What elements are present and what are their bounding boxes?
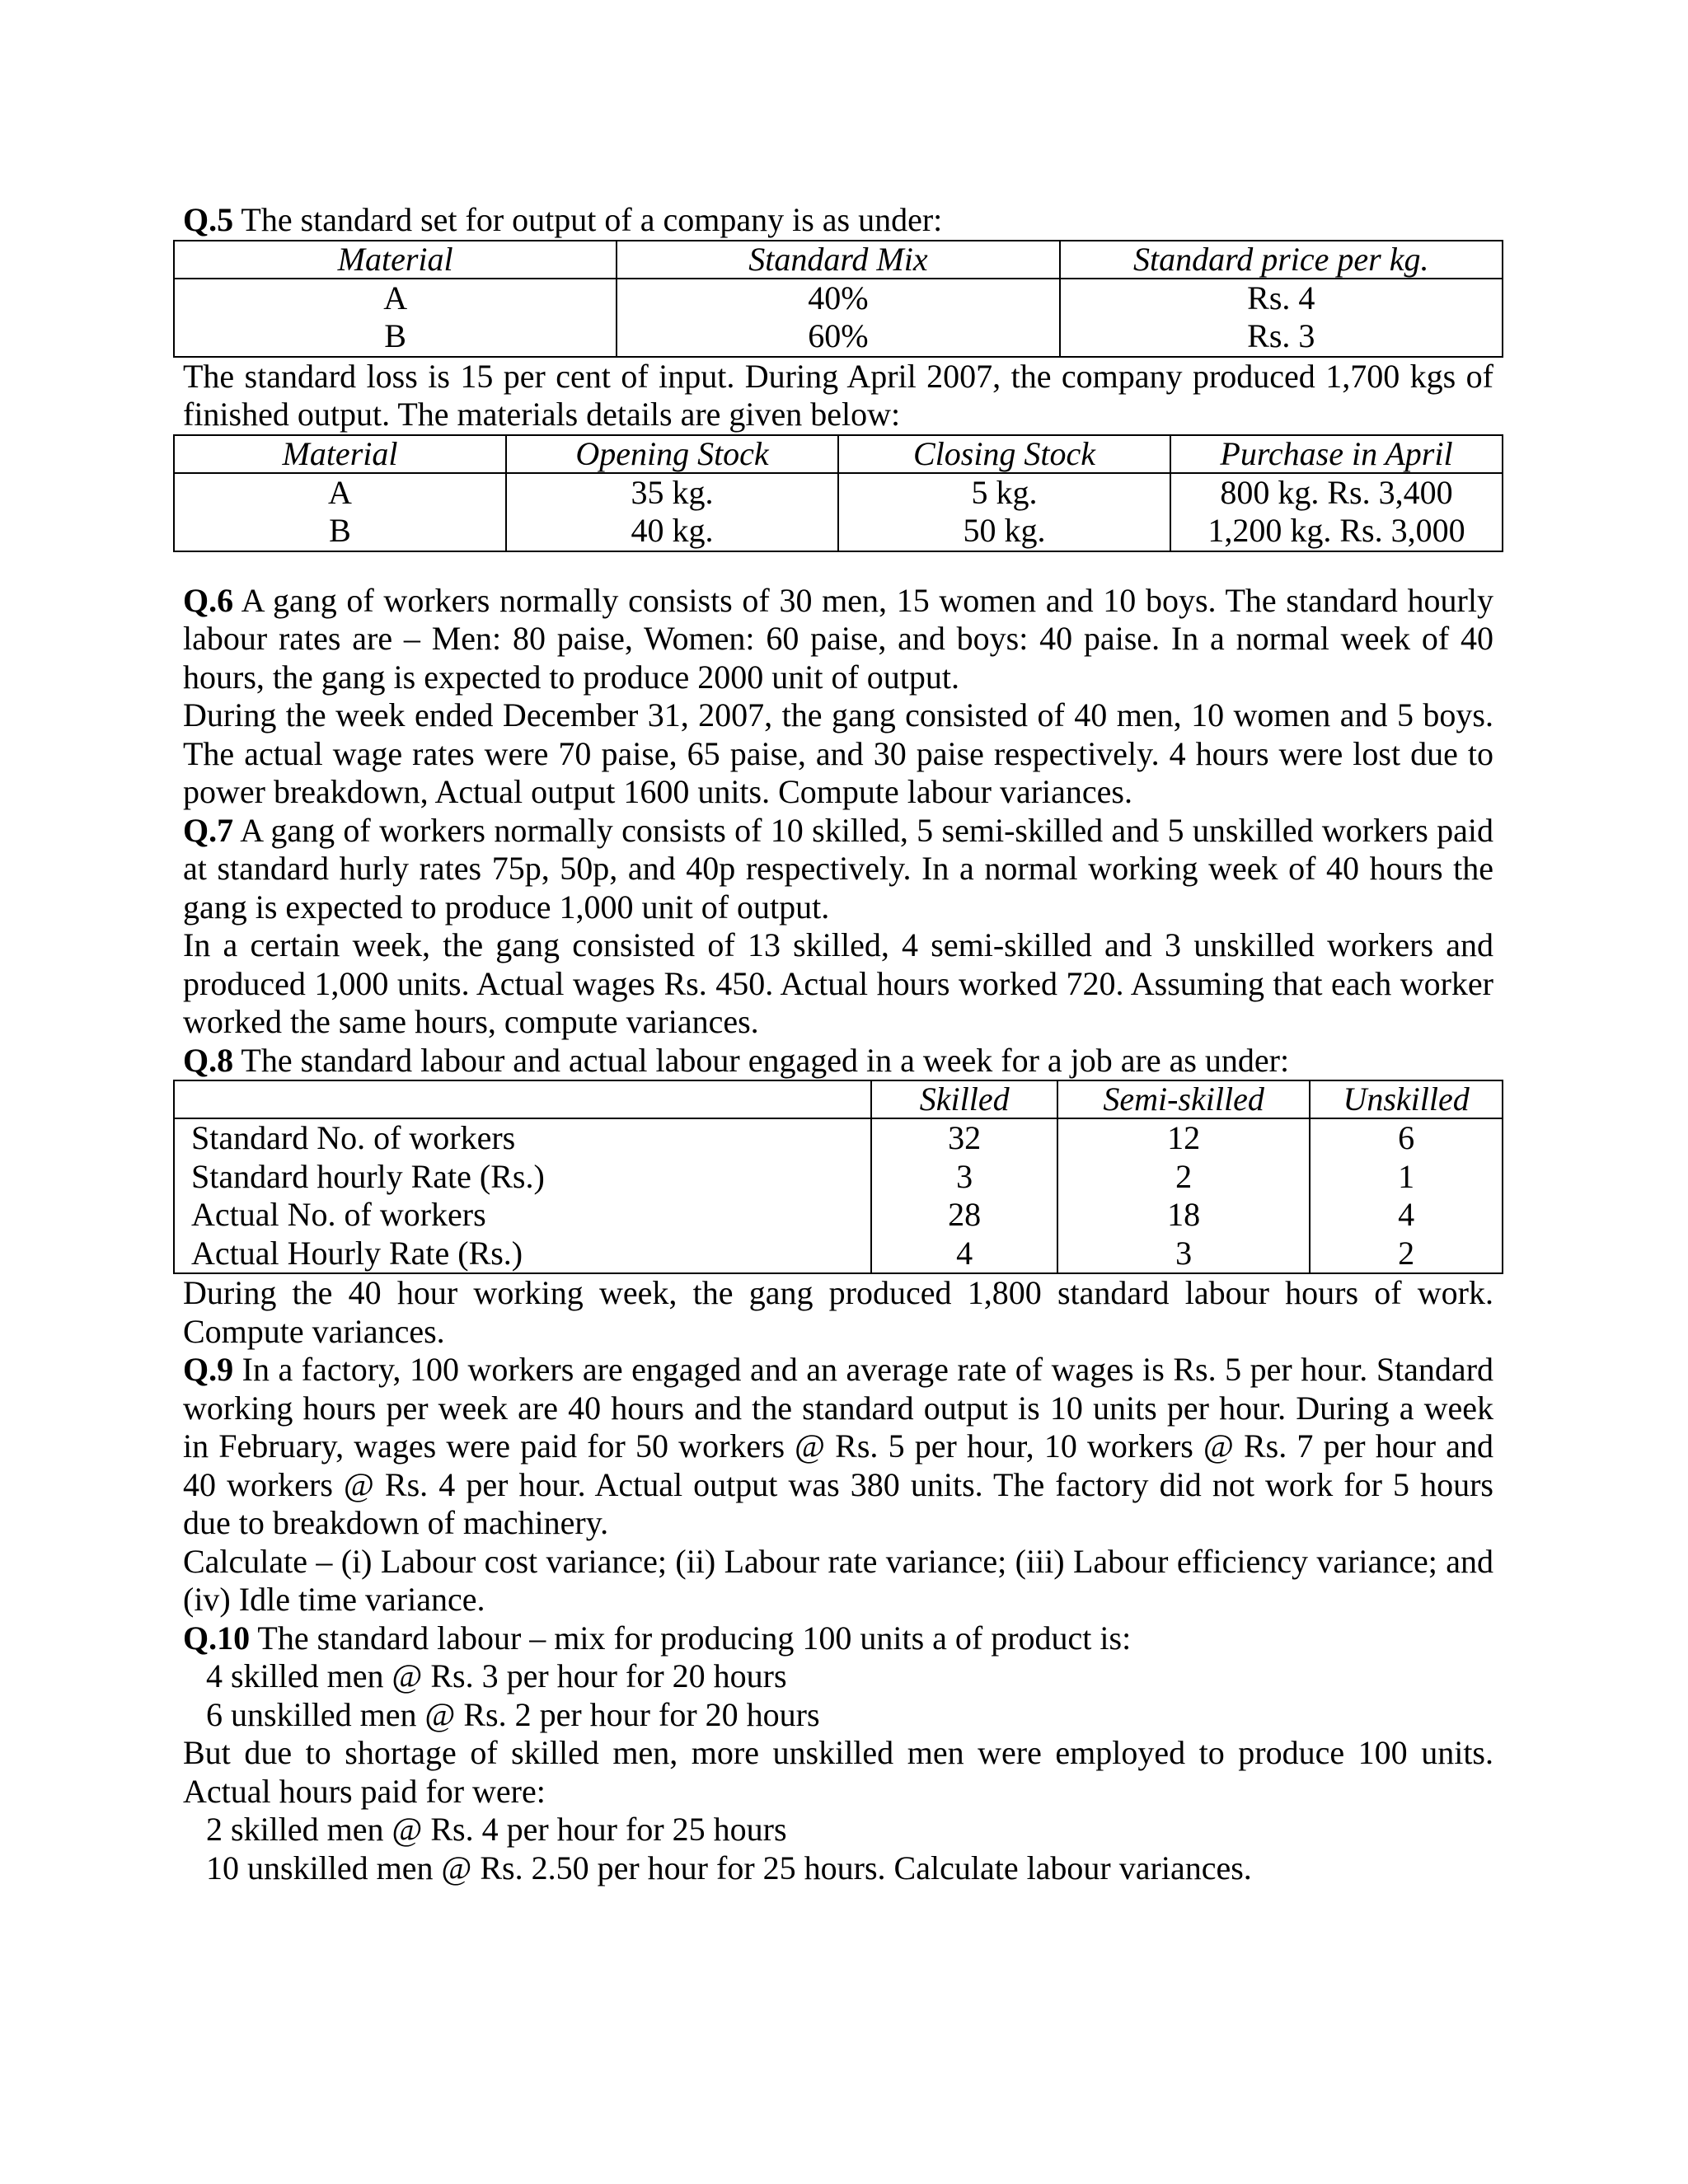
table-header: Material — [174, 241, 617, 279]
table-cell: A — [174, 279, 617, 318]
q8-number: Q.8 — [183, 1041, 234, 1079]
q8-intro — [183, 1042, 1493, 1080]
q7-paragraph-2: In a certain week, the gang consisted of 13 skilled, 4 semi-skilled and 3 unskilled workers and produced 1,000 units. Actual wages Rs. 450. Actual hours worked 720. Assuming that each worker worked the same hours, compute variances. — [183, 926, 1493, 1040]
q8-labour-table — [173, 1080, 1503, 1274]
q9-number: Q.9 — [183, 1351, 234, 1388]
q9-text-1: In a factory, 100 workers are engaged and an average rate of wages is Rs. 5 per hour. Standard working hours per week are 40 hours and the standard output is 10 units per hour. During a week in February, wages were paid for 50 workers @ Rs. 5 per hour, 10 workers @ Rs. 7 per hour and 40 workers @ Rs. 4 per hour. Actual output was 380 units. The factory did not work for 5 hours due to breakdown of machinery. — [183, 1351, 1494, 1541]
row-label: Actual Hourly Rate (Rs.) — [174, 1235, 871, 1274]
q5-material-details-table — [173, 434, 1503, 552]
table-cell: A — [174, 473, 506, 513]
list-item: 2 skilled men @ Rs. 4 per hour for 25 hours — [206, 1811, 787, 1848]
q8-after-text: During the 40 hour working week, the gang produced 1,800 standard labour hours of work. Compute variances. — [183, 1274, 1493, 1350]
table-row — [174, 317, 1503, 357]
table-row — [174, 1196, 1503, 1235]
table-cell: 50 kg. — [838, 512, 1170, 551]
table-cell: 1,200 kg. Rs. 3,000 — [1170, 512, 1503, 551]
q10-middle-text: But due to shortage of skilled men, more unskilled men were employed to produce 100 units. Actual hours paid for were: — [183, 1734, 1493, 1810]
row-label: Actual No. of workers — [174, 1196, 871, 1235]
table-row — [174, 1235, 1503, 1274]
table-cell: 5 kg. — [838, 473, 1170, 513]
table-cell: B — [174, 512, 506, 551]
table-header: Semi-skilled — [1057, 1080, 1310, 1118]
table-cell: 32 — [871, 1118, 1057, 1158]
document-content — [183, 201, 1493, 1887]
q10-intro — [183, 1619, 1493, 1658]
table-header: Standard price per kg. — [1060, 241, 1503, 279]
list-item: 6 unskilled men @ Rs. 2 per hour for 20 hours — [206, 1695, 820, 1733]
q6-number: Q.6 — [183, 581, 234, 619]
q6-text-1: A gang of workers normally consists of 30 men, 15 women and 10 boys. The standard hourly labour rates are – Men: 80 paise, Women: 60 paise, and boys: 40 paise. In a normal week of 40 hours, the gang is expected to produce 2000 unit of output. — [183, 581, 1493, 696]
q8-intro-text: The standard labour and actual labour engaged in a week for a job are as under: — [241, 1041, 1290, 1079]
table-header: Standard Mix — [617, 241, 1059, 279]
q6-paragraph-2: During the week ended December 31, 2007, the gang consisted of 40 men, 10 women and 5 boys. The actual wage rates were 70 paise, 65 paise, and 30 paise respectively. 4 hours were lost due to power breakdown, Actual output 1600 units. Compute labour variances. — [183, 696, 1493, 810]
table-cell: 12 — [1057, 1118, 1310, 1158]
q9-paragraph-1 — [183, 1351, 1493, 1543]
table-cell: 40% — [617, 279, 1059, 318]
q7-number: Q.7 — [183, 811, 234, 849]
row-label: Standard No. of workers — [174, 1118, 871, 1158]
table-row — [174, 1118, 1503, 1158]
table-header: Purchase in April — [1170, 435, 1503, 473]
table-cell: B — [174, 317, 617, 357]
q6-paragraph-1 — [183, 582, 1493, 697]
table-cell: 40 kg. — [506, 512, 838, 551]
q5-intro — [183, 201, 1493, 240]
table-cell: 2 — [1057, 1158, 1310, 1197]
table-row — [174, 473, 1503, 513]
table-header — [174, 1080, 871, 1118]
table-cell: 6 — [1310, 1118, 1503, 1158]
q10-intro-text: The standard labour – mix for producing 100 units a of product is: — [257, 1619, 1132, 1657]
table-cell: 2 — [1310, 1235, 1503, 1274]
table-header: Opening Stock — [506, 435, 838, 473]
table-cell: 18 — [1057, 1196, 1310, 1235]
q10-number: Q.10 — [183, 1619, 251, 1657]
table-cell: Rs. 4 — [1060, 279, 1503, 318]
table-cell: 800 kg. Rs. 3,400 — [1170, 473, 1503, 513]
q7-text-1: A gang of workers normally consists of 10 skilled, 5 semi-skilled and 5 unskilled workers paid at standard hurly rates 75p, 50p, and 40p respectively. In a normal working week of 40 hours the gang is expected to produce 1,000 unit of output. — [183, 811, 1493, 926]
table-header: Closing Stock — [838, 435, 1170, 473]
list-item: 4 skilled men @ Rs. 3 per hour for 20 hours — [206, 1657, 787, 1694]
table-cell: 35 kg. — [506, 473, 838, 513]
q5-intro-text: The standard set for output of a company is as under: — [241, 201, 943, 238]
table-cell: 28 — [871, 1196, 1057, 1235]
q5-standard-mix-table — [173, 240, 1503, 358]
table-row — [174, 512, 1503, 551]
table-cell: 3 — [1057, 1235, 1310, 1274]
table-row — [174, 279, 1503, 318]
table-header: Unskilled — [1310, 1080, 1503, 1118]
list-item: 10 unskilled men @ Rs. 2.50 per hour for 25 hours. Calculate labour variances. — [206, 1849, 1252, 1886]
table-cell: Rs. 3 — [1060, 317, 1503, 357]
spacer — [183, 552, 1493, 582]
table-cell: 1 — [1310, 1158, 1503, 1197]
table-cell: 60% — [617, 317, 1059, 357]
table-header: Material — [174, 435, 506, 473]
table-cell: 4 — [1310, 1196, 1503, 1235]
q5-middle-text: The standard loss is 15 per cent of input. During April 2007, the company produced 1,700 kgs of finished output. The materials details are given below: — [183, 357, 1493, 433]
q5-number: Q.5 — [183, 201, 234, 238]
table-cell: 3 — [871, 1158, 1057, 1197]
q7-paragraph-1 — [183, 812, 1493, 927]
row-label: Standard hourly Rate (Rs.) — [174, 1158, 871, 1197]
q9-paragraph-2: Calculate – (i) Labour cost variance; (ii) Labour rate variance; (iii) Labour efficiency variance; and (iv) Idle time variance. — [183, 1542, 1493, 1618]
table-cell: 4 — [871, 1235, 1057, 1274]
table-row — [174, 1158, 1503, 1197]
table-header: Skilled — [871, 1080, 1057, 1118]
